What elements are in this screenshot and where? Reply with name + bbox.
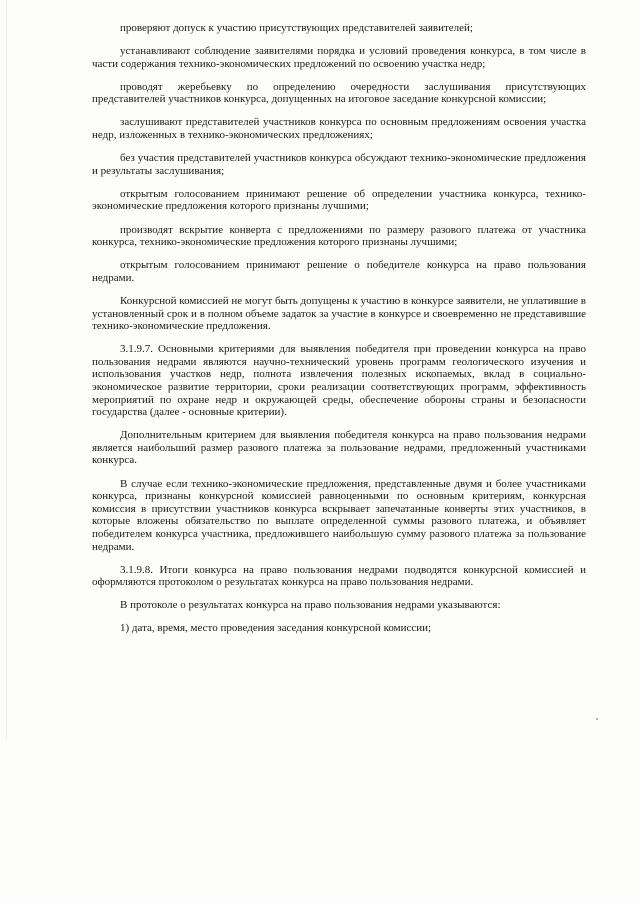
paragraph-equal-proposals: В случае если технико-экономические предложения, представленные двумя и более участниками конкурса, признаны конкурсной комиссией равноценными по основным критериям, конкурсная комиссия в присутствии участников конкурса вскрывает запечатанные конверты этих участников, в которые вложены обязательство по выплате определенной суммы разового платежа, и объявляет победителем конкурса участника, предложившего наибольшую сумму разового платежа за пользование недрами. (92, 477, 586, 553)
paragraph-protocol-contents: В протоколе о результатах конкурса на право пользования недрами указываются: (120, 599, 501, 612)
paragraph-protocol-item-1: 1) дата, время, место проведения заседания конкурсной комиссии; (120, 622, 432, 635)
paragraph-establish-compliance: устанавливают соблюдение заявителями порядка и условий проведения конкурса, в том числе в части содержания технико-экономических предложений по освоению участка недр; (92, 45, 586, 70)
paragraph-additional-criterion: Дополнительным критерием для выявления победителя конкурса на право пользования недрами является наибольший размер разового платежа за пользование недрами, предложенный участниками конкурса. (92, 429, 586, 467)
paragraph-draw-lots: проводят жеребьевку по определению очередности заслушивания присутствующих представителей участников конкурса, допущенных на итоговое заседание конкурсной комиссии; (92, 80, 586, 106)
paragraph-results-protocol: 3.1.9.8. Итоги конкурса на право пользования недрами подводятся конкурсной комиссией и оформляются протоколом о результатах конкурса на право пользования недрами. (92, 563, 586, 589)
scan-speck (596, 718, 598, 720)
paragraph-main-criteria: 3.1.9.7. Основными критериями для выявления победителя при проведении конкурса на право пользования недрами являются научно-технический уровень программ геологического изучения и использования участков недр, полнота извлечения полезных ископаемых, вклад в социально-экономическое развитие территории, сроки реализации соответствующих программ, эффективность мероприятий по охране недр и окружающей среды, обеспечение обороны страны и безопасности государства (далее - основные критерии). (92, 343, 586, 419)
paragraph-check-admission: проверяют допуск к участию присутствующих представителей заявителей; (120, 22, 473, 34)
paragraph-open-envelope: производят вскрытие конверта с предложениями по размеру разового платежа от участника конкурса, технико-экономические предложения которого признаны лучшими; (92, 223, 586, 249)
paragraph-vote-winner: открытым голосованием принимают решение о победителе конкурса на право пользования недрами. (92, 259, 586, 284)
paragraph-discuss-proposals: без участия представителей участников конкурса обсуждают технико-экономические предложения и результаты заслушивания; (92, 152, 586, 177)
scan-edge-shadow (6, 0, 7, 740)
paragraph-not-admitted: Конкурсной комиссией не могут быть допущены к участию в конкурсе заявители, не уплатившие в установленный срок и в полном объеме задаток за участие в конкурсе и своевременно не представившие технико-экономические предложения. (92, 294, 586, 333)
paragraph-hear-representatives: заслушивают представителей участников конкурса по основным предложениям освоения участка недр, изложенных в технико-экономических предложениях; (92, 116, 586, 142)
document-body (92, 22, 586, 635)
paragraph-vote-best-participant: открытым голосованием принимают решение об определении участника конкурса, технико-экономические предложения которого признаны лучшими; (92, 187, 586, 213)
